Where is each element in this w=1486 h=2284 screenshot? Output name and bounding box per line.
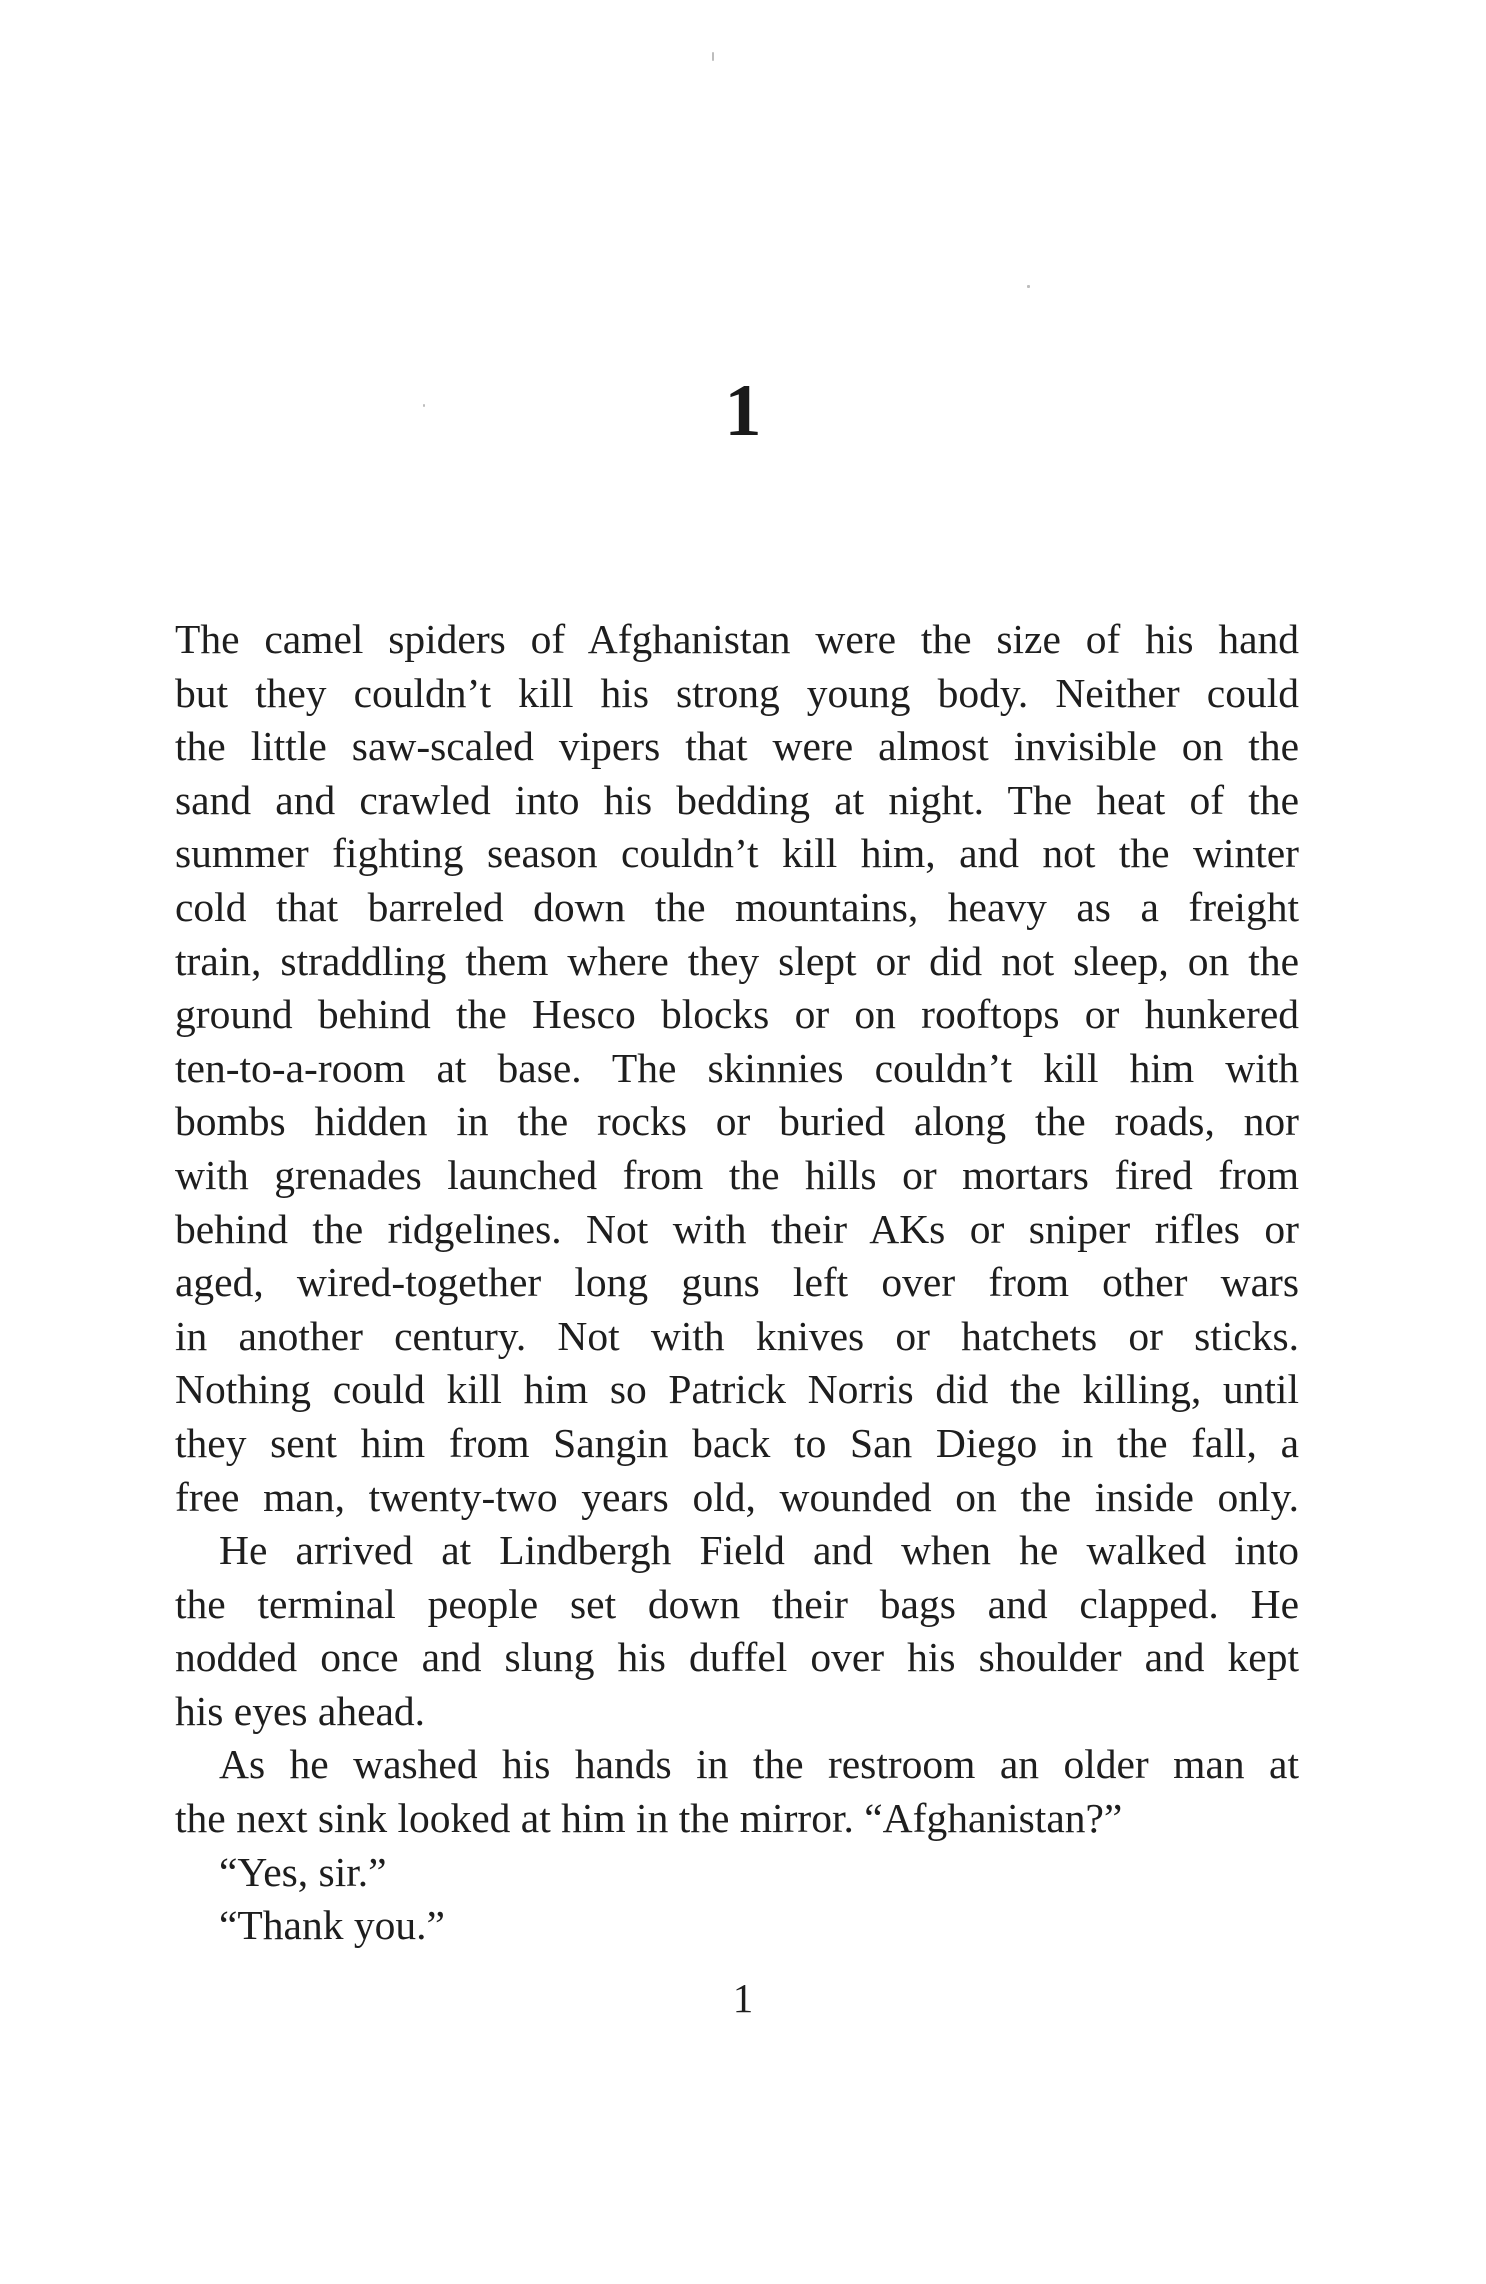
paragraph-4 [175, 1846, 1299, 1900]
text-line: behind the ridgelines. Not with their AKs or sniper rifles or [175, 1205, 1299, 1252]
paragraph-1 [175, 613, 1299, 1524]
text-line: summer fighting season couldn’t kill him, and not the winter [175, 830, 1299, 877]
text-line: in another century. Not with knives or hatchets or sticks. [175, 1312, 1299, 1359]
text-line: they sent him from Sangin back to San Diego in the fall, a [175, 1419, 1299, 1466]
text-line: his eyes ahead. [175, 1687, 426, 1734]
text-line: the terminal people set down their bags and clapped. He [175, 1580, 1299, 1627]
text-line: sand and crawled into his bedding at night. The heat of the [175, 776, 1299, 823]
chapter-number: 1 [724, 370, 762, 452]
text-line: ten-to-a-room at base. The skinnies couldn’t kill him with [175, 1044, 1299, 1091]
text-line: The camel spiders of Afghanistan were the size of his hand [175, 616, 1299, 662]
page-number: 1 [732, 1975, 754, 2021]
text-line: As he washed his hands in the restroom an older man at [219, 1741, 1299, 1788]
paragraph-5 [175, 1899, 1299, 1953]
paragraph-3 [175, 1738, 1299, 1845]
scan-speck [1027, 285, 1030, 288]
text-line: train, straddling them where they slept or did not sleep, on the [175, 937, 1299, 984]
text-line: cold that barreled down the mountains, heavy as a freight [175, 883, 1299, 930]
dialogue-line: “Thank you.” [219, 1902, 445, 1949]
text-line: the little saw-scaled vipers that were almost invisible on the [175, 723, 1299, 770]
scan-speck [712, 52, 714, 61]
text-line: but they couldn’t kill his strong young body. Neither could [175, 669, 1299, 716]
text-line: bombs hidden in the rocks or buried along the roads, nor [175, 1098, 1299, 1145]
text-line: with grenades launched from the hills or mortars fired from [175, 1151, 1299, 1198]
text-line: aged, wired-together long guns left over from other wars [175, 1259, 1299, 1306]
dialogue-line: “Yes, sir.” [219, 1848, 387, 1895]
text-line: ground behind the Hesco blocks or on rooftops or hunkered [175, 991, 1299, 1038]
paragraph-2 [175, 1524, 1299, 1738]
text-line: nodded once and slung his duffel over his shoulder and kept [175, 1634, 1299, 1681]
text-line: free man, twenty-two years old, wounded on the inside only. [175, 1473, 1299, 1520]
text-line: He arrived at Lindbergh Field and when he walked into [219, 1527, 1299, 1574]
text-line: the next sink looked at him in the mirror. “Afghanistan?” [175, 1795, 1123, 1842]
chapter-body-text [175, 613, 1299, 1953]
text-line: Nothing could kill him so Patrick Norris did the killing, until [175, 1366, 1299, 1413]
